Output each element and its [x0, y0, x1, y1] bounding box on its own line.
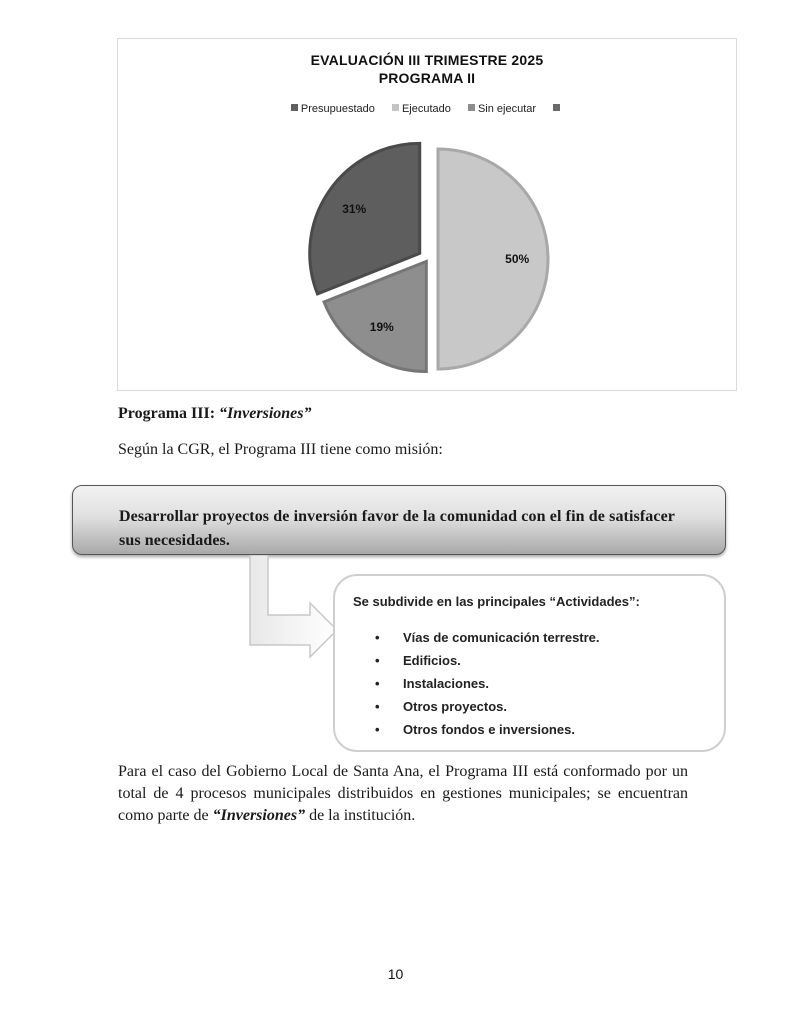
intro-paragraph: Según la CGR, el Programa III tiene como misión:	[118, 441, 443, 458]
list-item-text: Otros proyectos.	[403, 699, 508, 714]
closing-text-1: Para el caso del Gobierno Local de Santa Ana, el Programa III está conformado por un total de 4 procesos municipales distribuidos en gestiones municipales; se encuentran como parte de	[118, 763, 688, 824]
chart-title-line1: EVALUACIÓN III TRIMESTRE 2025	[310, 52, 544, 68]
mission-box	[72, 485, 726, 555]
pie-chart	[117, 38, 737, 391]
list-item-text: Otros fondos e inversiones.	[403, 722, 575, 737]
list-item	[375, 718, 600, 741]
pie-label-sin-ejecutar: 19%	[369, 319, 394, 334]
closing-paragraph	[118, 761, 688, 827]
closing-text-2: de la institución.	[305, 807, 416, 824]
legend-label: Sin ejecutar	[477, 103, 537, 115]
pie-label-ejecutado: 50%	[505, 252, 530, 266]
activities-list	[375, 626, 600, 741]
bullet-icon: •	[375, 653, 380, 668]
activities-box	[333, 574, 726, 752]
activities-title: Se subdivide en las principales “Actividades”:	[353, 594, 640, 609]
list-item	[375, 672, 600, 695]
list-item-text: Instalaciones.	[403, 676, 489, 691]
bullet-icon: •	[375, 676, 380, 691]
bullet-icon: •	[375, 699, 380, 714]
legend-label: Presupuestado	[300, 103, 375, 115]
chart-title-line2: PROGRAMA II	[378, 70, 476, 86]
heading-prefix: Programa III:	[118, 405, 220, 422]
list-item-text: Edificios.	[403, 653, 461, 668]
pie-plot	[118, 39, 738, 392]
mission-text: Desarrollar proyectos de inversión favor de la comunidad con el fin de satisfacer sus necesidades.	[119, 508, 675, 549]
heading-emphasis: “Inversiones”	[219, 405, 312, 422]
legend-label: Ejecutado	[401, 103, 451, 115]
pie-slice-ejecutado	[438, 149, 548, 369]
section-heading	[118, 405, 311, 423]
list-item	[375, 626, 600, 649]
pie-label-presupuestado: 31%	[342, 201, 367, 216]
bullet-icon: •	[375, 722, 380, 737]
page-number: 10	[387, 966, 404, 982]
bullet-icon: •	[375, 630, 380, 645]
list-item-text: Vías de comunicación terrestre.	[403, 630, 600, 645]
list-item	[375, 695, 600, 718]
closing-emphasis: “Inversiones”	[212, 807, 306, 824]
list-item	[375, 649, 600, 672]
